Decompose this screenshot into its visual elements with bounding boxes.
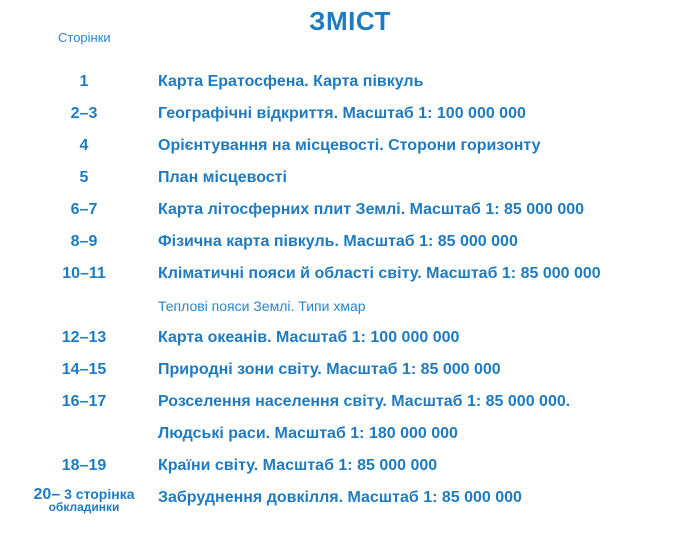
toc-entry-title: Карта Ератосфена. Карта півкуль [158,73,424,90]
toc-page-range-start: 20– [33,486,61,503]
toc-entry[interactable] [0,194,700,226]
toc-page-number: 12–13 [61,329,107,346]
toc-entry[interactable] [0,130,700,162]
toc-page-cover-label: 3 сторінка [60,486,135,502]
toc-entry-title: Країни світу. Масштаб 1: 85 000 000 [158,457,438,474]
toc-entry[interactable] [0,66,700,98]
toc-subentry[interactable] [0,290,700,322]
toc-entry-title: Карта океанів. Масштаб 1: 100 000 000 [158,329,460,346]
toc-subentry-title: Теплові пояси Землі. Типи хмар [158,298,366,314]
toc-page-number: 5 [79,169,89,186]
toc-entry-title: Забруднення довкілля. Масштаб 1: 85 000 000 [158,489,522,506]
toc-entry[interactable] [0,386,700,418]
toc-page-number: 18–19 [61,457,107,474]
toc-page-number: 4 [79,137,89,154]
toc-continuation[interactable] [0,418,700,450]
toc-page-number: 1 [79,73,89,90]
toc-entry[interactable] [0,258,700,290]
toc-entry-title: Орієнтування на місцевості. Сторони горизонту [158,137,541,154]
toc-entry[interactable] [0,98,700,130]
toc-entry-title: Географічні відкриття. Масштаб 1: 100 000 000 [158,105,526,122]
toc-entry[interactable] [0,162,700,194]
toc-continuation-title: Людські раси. Масштаб 1: 180 000 000 [158,425,458,442]
toc-entry-title: Карта літосферних плит Землі. Масштаб 1: 85 000 000 [158,201,585,218]
toc-page-number [18,488,150,514]
pages-column-label: Сторінки [58,30,111,45]
toc-entry-title: Кліматичні пояси й області світу. Масштаб 1: 85 000 000 [158,265,601,282]
page-title: ЗМІСТ [309,6,391,36]
toc-page-cover-label-line2: обкладинки [48,500,120,514]
toc-entry[interactable] [0,450,700,482]
toc-entry[interactable] [0,226,700,258]
toc-page-number: 2–3 [70,105,98,122]
toc-entry-title: Фізична карта півкуль. Масштаб 1: 85 000 000 [158,233,518,250]
toc-page-number: 8–9 [70,233,98,250]
table-of-contents [0,66,700,514]
toc-page-number: 14–15 [61,361,107,378]
toc-entry-title: План місцевості [158,169,287,186]
toc-page-number: 16–17 [61,393,107,410]
toc-entry-title: Природні зони світу. Масштаб 1: 85 000 000 [158,361,501,378]
toc-page-number: 10–11 [62,265,106,282]
toc-entry-title: Розселення населення світу. Масштаб 1: 85 000 000. [158,393,571,410]
toc-entry[interactable] [0,482,700,514]
toc-entry[interactable] [0,354,700,386]
toc-entry[interactable] [0,322,700,354]
toc-page-number: 6–7 [70,201,98,218]
